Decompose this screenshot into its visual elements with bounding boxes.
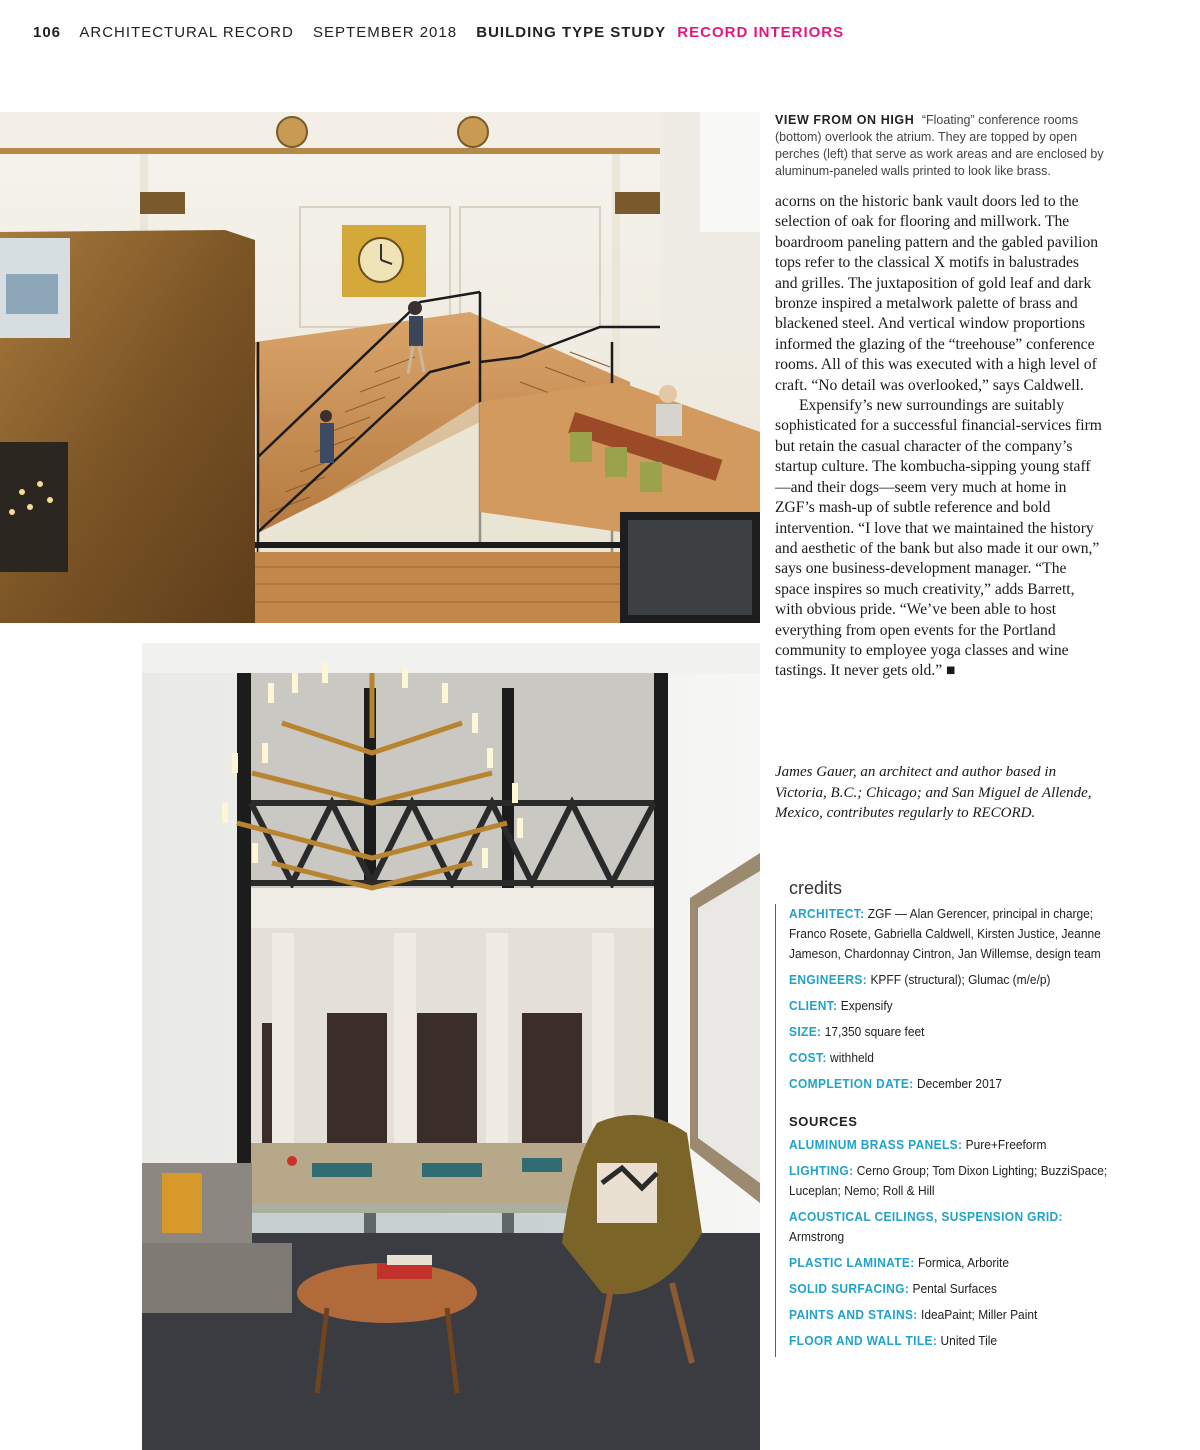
body-paragraph-2: Expensify’s new surroundings are suitably sophisticated for a successful financial-services firm but retain the casual character of the company’s startup culture. The kombucha-sipping young staff—and their dogs—seem very much at home in ZGF’s mash-up of subtle reference and bold intervention. “I love that we maintained the history and aesthetic of the bank but also made it our own,” says one business-development manager. “The space inspires so much creativity,” adds Barrett, with obvious pride. “We’ve been able to host everything from open events for the Portland community to employee yoga classes and wine tastings. It never gets old.” ■ [775,397,1102,680]
credits-title: credits [789,878,843,898]
source-plastic-laminate [789,1253,1120,1273]
credit-cost [789,1048,1120,1068]
source-floor-wall-tile [789,1331,1120,1351]
credit-value: Expensify [840,998,893,1013]
section-name: BUILDING TYPE STUDY [476,24,667,41]
photo-caption [775,112,1120,180]
credit-label: SIZE: [789,1024,822,1039]
credit-engineers [789,970,1120,990]
source-aluminum-panels [789,1135,1120,1155]
credit-architect [789,904,1120,964]
caption-text: “Floating” conference rooms (bottom) overlook the atrium. They are topped by open perches (left) that serve as work areas and are enclosed by aluminum-paneled walls printed to look like brass. [775,113,1104,178]
body-paragraph-1: acorns on the historic bank vault doors led to the selection of oak for flooring and millwork. The boardroom paneling pattern and the gabled pavilion tops refer to the classical X motifs in balustrades and grilles. The juxtaposition of gold leaf and dark bronze inspired a metalwork palette of brass and blackened steel. And vertical window proportions informed the glazing of the “treehouse” conference rooms. All of this was executed with a high level of craft. “No detail was overlooked,” says Caldwell. [775,193,1099,394]
atrium-stair-photo [0,112,760,623]
source-value: IdeaPaint; Miller Paint [921,1307,1038,1322]
credit-label: COST: [789,1050,827,1065]
source-label: LIGHTING: [789,1163,854,1178]
source-label: FLOOR AND WALL TILE: [789,1333,938,1348]
credit-value: December 2017 [916,1076,1003,1091]
source-lighting [789,1161,1120,1201]
subsection-name: RECORD INTERIORS [677,24,845,41]
source-label: ALUMINUM BRASS PANELS: [789,1137,963,1152]
credit-value: KPFF (structural); Glumac (m/e/p) [870,972,1051,987]
caption-title: VIEW FROM ON HIGH [775,113,915,127]
source-label: SOLID SURFACING: [789,1281,910,1296]
page-number: 106 [33,24,62,41]
credit-client [789,996,1120,1016]
credit-value: withheld [830,1050,874,1065]
source-value: Pental Surfaces [912,1281,997,1296]
source-label: PLASTIC LAMINATE: [789,1255,915,1270]
credit-label: CLIENT: [789,998,838,1013]
credit-value: 17,350 square feet [824,1024,925,1039]
credit-label: ARCHITECT: [789,906,865,921]
author-bio: James Gauer, an architect and author based in Victoria, B.C.; Chicago; and San Miguel de Allende, Mexico, contributes regularly to RECORD. [775,764,1092,821]
sources-heading: SOURCES [789,1114,858,1129]
source-paints-stains [789,1305,1120,1325]
magazine-name: ARCHITECTURAL RECORD [79,24,294,41]
source-solid-surfacing [789,1279,1120,1299]
lounge-chandelier-photo [142,643,760,1450]
credit-value: ZGF — Alan Gerencer, principal in charge; Franco Rosete, Gabriella Caldwell, Kirsten Justice, Jeanne Jameson, Chardonnay Cintron, Jan Willemse, design team [789,906,1101,961]
credits-list [775,904,1129,1357]
credit-size [789,1022,1120,1042]
source-value: United Tile [940,1333,998,1348]
credit-completion-date [789,1074,1120,1094]
article-body [775,192,1103,682]
source-label: PAINTS AND STAINS: [789,1307,918,1322]
source-value: Pure+Freeform [965,1137,1047,1152]
running-header [33,24,858,46]
source-value: Armstrong [789,1229,845,1244]
source-value: Formica, Arborite [917,1255,1010,1270]
issue-date: SEPTEMBER 2018 [313,24,458,41]
credit-label: COMPLETION DATE: [789,1076,914,1091]
source-label: ACOUSTICAL CEILINGS, SUSPENSION GRID: [789,1209,1063,1224]
credit-label: ENGINEERS: [789,972,868,987]
source-value: Cerno Group; Tom Dixon Lighting; BuzziSpace; Luceplan; Nemo; Roll & Hill [789,1163,1108,1198]
source-acoustical-ceilings [789,1207,1120,1247]
